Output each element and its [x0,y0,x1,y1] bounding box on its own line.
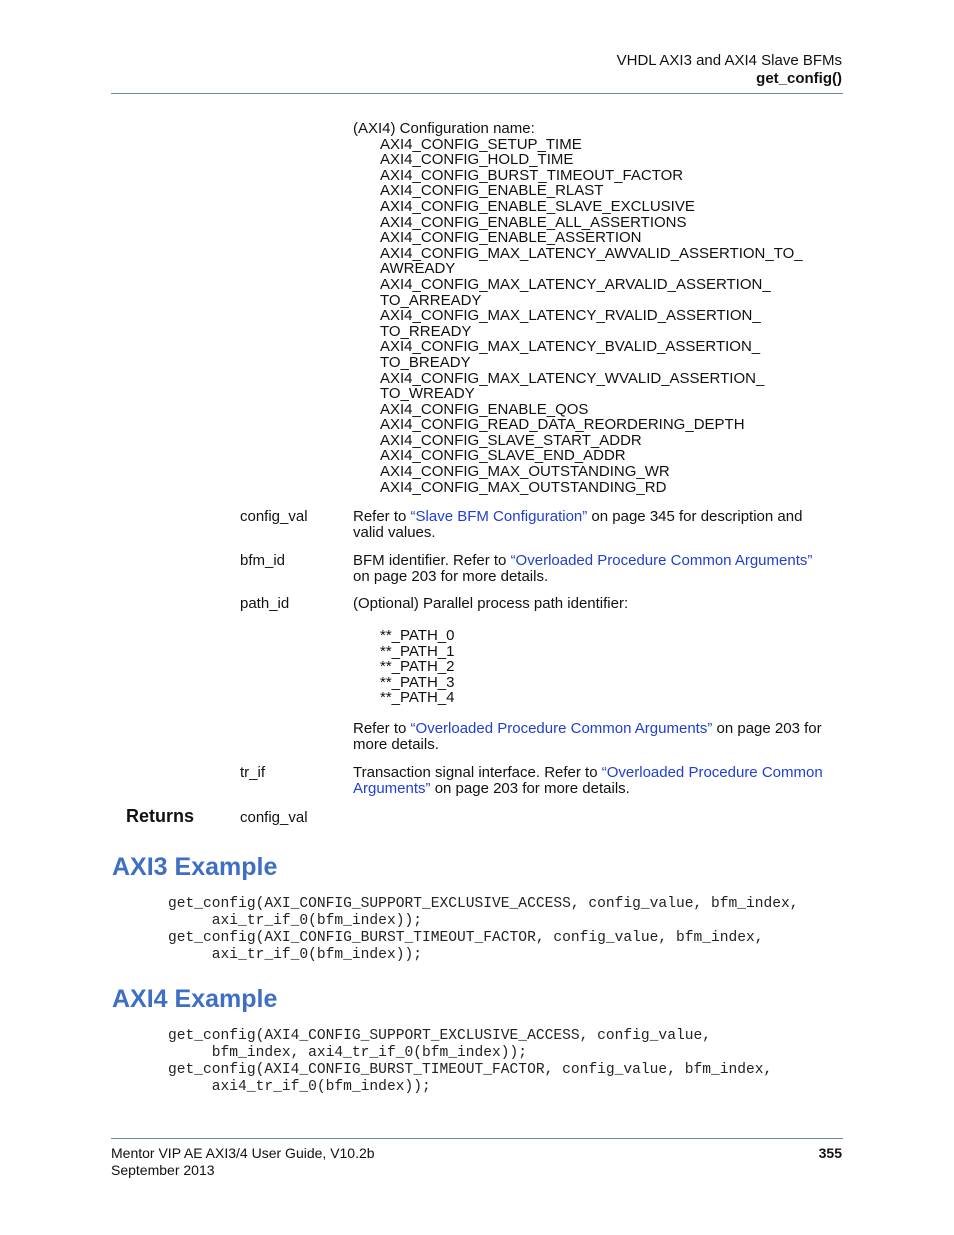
footer-date: September 2013 [111,1162,215,1178]
running-header [617,52,842,88]
param-label-config-val: config_val [240,508,308,525]
config-name-item: AXI4_CONFIG_READ_DATA_REORDERING_DEPTH [380,416,745,434]
config-name-item: AXI4_CONFIG_MAX_LATENCY_ARVALID_ASSERTION_ [380,275,771,293]
header-title: VHDL AXI3 and AXI4 Slave BFMs [616,52,842,69]
text-fragment: BFM identifier. Refer to [353,552,511,569]
param-label-path-id: path_id [240,595,290,612]
config-name-item: AXI4_CONFIG_MAX_LATENCY_WVALID_ASSERTION_ [380,369,765,387]
param-desc-path-id-ref [353,721,845,752]
text-fragment: valid values. [353,523,436,541]
config-name-item: AXI4_CONFIG_SLAVE_START_ADDR [380,431,642,449]
config-name-item: AXI4_CONFIG_MAX_LATENCY_RVALID_ASSERTION_ [380,307,761,325]
path-id-item: **_PATH_3 [380,673,455,691]
param-desc-tr-if [353,765,845,796]
path-id-item: **_PATH_1 [380,642,455,660]
config-name-item: AXI4_CONFIG_ENABLE_RLAST [380,182,604,200]
axi3-example-code: get_config(AXI_CONFIG_SUPPORT_EXCLUSIVE_ACCESS, config_value, bfm_index, axi_tr_if_0(bfm_index)); get_config(AXI_CONFIG_BURST_TIMEOUT_FACTOR, config_value, bfm_index, axi_tr_if_0(bfm_index)); [168,896,799,963]
config-name-item: AXI4_CONFIG_MAX_LATENCY_AWVALID_ASSERTION_TO_ [380,244,803,262]
param-label-tr-if: tr_if [240,764,266,781]
param-desc-config-val [353,509,845,540]
config-name-item: AXI4_CONFIG_ENABLE_QOS [380,400,589,418]
text-fragment: on page 203 for [712,720,822,737]
path-id-list [380,628,454,706]
overloaded-procedure-link[interactable]: “Overloaded Procedure Common [601,764,823,781]
config-name-item: AXI4_CONFIG_ENABLE_ALL_ASSERTIONS [380,213,687,231]
text-fragment: on page 203 for more details. [353,567,549,585]
config-name-list [353,137,803,496]
axi4-example-heading: AXI4 Example [112,985,278,1013]
text-fragment: Refer to [353,508,411,525]
footer-guide-title: Mentor VIP AE AXI3/4 User Guide, V10.2b [111,1145,375,1161]
config-name-item: AXI4_CONFIG_MAX_OUTSTANDING_WR [380,463,670,481]
text-fragment: on page 203 for more details. [430,779,630,797]
path-id-item: **_PATH_0 [380,627,455,644]
axi4-example-code: get_config(AXI4_CONFIG_SUPPORT_EXCLUSIVE_ACCESS, config_value, bfm_index, axi4_tr_if_0(bfm_index)); get_config(AXI4_CONFIG_BURST_TIMEOUT_FACTOR, config_value, bfm_index, axi4_tr_if_0(bfm_index)); [168,1028,773,1095]
page-number: 355 [818,1145,842,1161]
footer-left [111,1145,375,1179]
overloaded-procedure-link[interactable]: “Overloaded Procedure Common Arguments” [510,552,813,569]
returns-value: config_val [240,809,308,826]
config-name-item: AXI4_CONFIG_BURST_TIMEOUT_FACTOR [380,166,684,184]
overloaded-procedure-link[interactable]: “Overloaded Procedure Common Arguments” [410,720,713,737]
config-name-item: AXI4_CONFIG_HOLD_TIME [380,151,574,169]
param-label-bfm-id: bfm_id [240,552,286,569]
header-rule [111,93,843,94]
path-id-item: **_PATH_2 [380,658,455,676]
config-name-intro: (AXI4) Configuration name: [353,120,535,137]
config-name-block [353,121,803,495]
text-fragment: more details. [353,735,439,753]
slave-bfm-configuration-link[interactable]: “Slave BFM Configuration” [410,508,588,525]
text-fragment: Refer to [353,720,411,737]
config-name-item: AXI4_CONFIG_SLAVE_END_ADDR [380,447,626,465]
text-fragment: Transaction signal interface. Refer to [353,764,602,781]
config-name-item: AXI4_CONFIG_SETUP_TIME [380,135,582,153]
config-name-item: TO_RREADY [380,322,472,340]
config-name-item: TO_WREADY [380,385,475,403]
overloaded-procedure-link[interactable]: Arguments” [353,779,431,797]
config-name-item: AXI4_CONFIG_MAX_OUTSTANDING_RD [380,478,667,496]
footer-rule [111,1138,843,1139]
config-name-item: TO_ARREADY [380,291,482,309]
param-desc-path-id: (Optional) Parallel process path identifier: [353,595,629,612]
config-name-item: AXI4_CONFIG_ENABLE_SLAVE_EXCLUSIVE [380,197,695,215]
path-id-item: **_PATH_4 [380,689,455,707]
returns-heading: Returns [126,806,195,826]
param-desc-bfm-id [353,553,845,584]
config-name-item: AWREADY [380,260,456,278]
header-section: get_config() [756,70,842,87]
config-name-item: AXI4_CONFIG_MAX_LATENCY_BVALID_ASSERTION_ [380,338,761,356]
config-name-item: TO_BREADY [380,353,471,371]
axi3-example-heading: AXI3 Example [112,853,278,881]
config-name-item: AXI4_CONFIG_ENABLE_ASSERTION [380,229,642,247]
text-fragment: on page 345 for description and [587,508,803,525]
